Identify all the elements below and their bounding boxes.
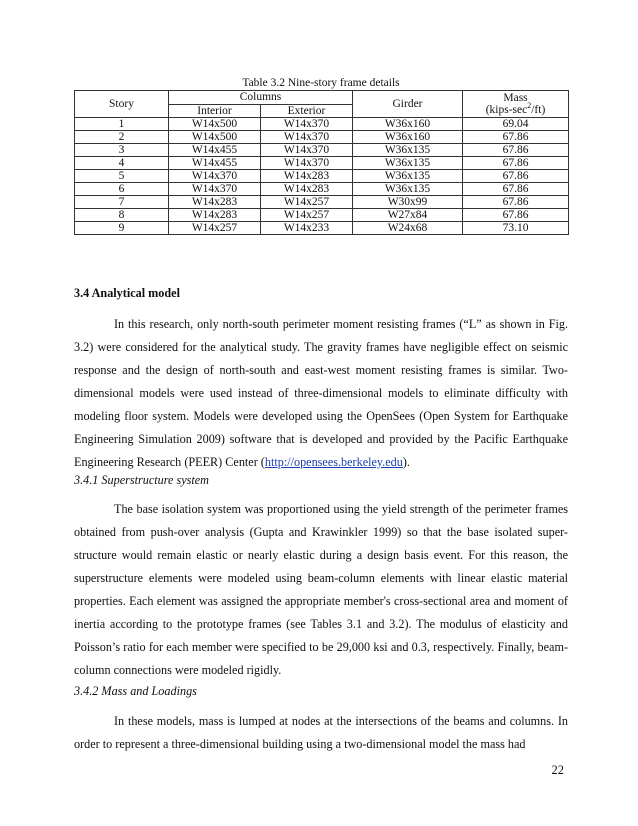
cell-story: 4: [75, 157, 169, 170]
cell-exterior: W14x283: [261, 170, 353, 183]
page-number: 22: [551, 763, 564, 777]
cell-exterior: W14x257: [261, 209, 353, 222]
cell-mass: 67.86: [463, 131, 569, 144]
section-34-text: In this research, only north-south perimeter moment resisting frames (“L” as shown in Fig. 3.2) were considered for the analytical study. The gravity frames have negligible effect on seismic response and the design of north-south and east-west moment resisting frames is similar. Two-dimensional models were used instead of three-dimensional models to eliminate difficulty with modeling floor system. Models were developed using the OpenSees (Open System for Earthquake Engineering Simulation 2009) software that is developed and provided by the Pacific Earthquake Engineering Research (PEER) Center (: [74, 317, 568, 469]
cell-exterior: W14x370: [261, 118, 353, 131]
section-342-heading: 3.4.2 Mass and Loadings: [74, 684, 197, 698]
cell-interior: W14x257: [169, 222, 261, 235]
cell-girder: W27x84: [353, 209, 463, 222]
cell-mass: 67.86: [463, 144, 569, 157]
frame-details-table: [74, 90, 569, 235]
section-34-text-end: ).: [402, 455, 410, 469]
header-interior: Interior: [169, 104, 261, 118]
cell-girder: W36x135: [353, 183, 463, 196]
table-row: [75, 222, 569, 235]
header-mass-title: Mass: [503, 91, 528, 104]
heading-mass-loadings: [74, 684, 568, 699]
section-342-paragraph: In these models, mass is lumped at nodes at the intersections of the beams and columns. In order to represent a three-dimensional building using a two-dimensional model the mass had: [74, 714, 568, 751]
cell-girder: W30x99: [353, 196, 463, 209]
table-row: [75, 170, 569, 183]
table-row: [75, 118, 569, 131]
cell-interior: W14x500: [169, 131, 261, 144]
cell-story: 5: [75, 170, 169, 183]
cell-girder: W36x135: [353, 170, 463, 183]
table-row: [75, 131, 569, 144]
header-mass-unit-sup: 2: [527, 101, 532, 111]
header-mass-unit-b: /ft): [531, 104, 546, 116]
section-341-paragraph: The base isolation system was proportioned using the yield strength of the perimeter frames obtained from push-over analysis (Gupta and Krawinkler 1999) so that the base isolated super-structure would remain elastic or nearly elastic during a design basis event. For this reason, the superstructure elements were modeled using beam-column elements with linear elastic material properties. Each element was assigned the appropriate member's cross-sectional area and moment of inertia according to the prototype frames (see Tables 3.1 and 3.2). The modulus of elasticity and Poisson’s ratio for each member were specified to be 29,000 ksi and 0.3, respectively. Finally, beam-column connections were modeled rigidly.: [74, 502, 568, 677]
cell-story: 2: [75, 131, 169, 144]
header-columns: Columns: [169, 91, 353, 105]
cell-interior: W14x370: [169, 170, 261, 183]
section-34-heading: 3.4 Analytical model: [74, 286, 180, 300]
cell-interior: W14x455: [169, 157, 261, 170]
cell-interior: W14x283: [169, 209, 261, 222]
cell-interior: W14x283: [169, 196, 261, 209]
cell-exterior: W14x370: [261, 144, 353, 157]
section-34-paragraph: [74, 313, 568, 474]
cell-girder: W36x135: [353, 144, 463, 157]
cell-mass: 67.86: [463, 157, 569, 170]
cell-story: 1: [75, 118, 169, 131]
header-mass-unit-a: (kips-sec: [485, 104, 528, 116]
cell-story: 8: [75, 209, 169, 222]
cell-girder: W36x160: [353, 118, 463, 131]
table-row: [75, 196, 569, 209]
cell-story: 3: [75, 144, 169, 157]
heading-analytical-model: [74, 286, 568, 301]
table-row: [75, 209, 569, 222]
cell-story: 7: [75, 196, 169, 209]
cell-exterior: W14x283: [261, 183, 353, 196]
cell-interior: W14x500: [169, 118, 261, 131]
cell-interior: W14x455: [169, 144, 261, 157]
heading-superstructure: [74, 473, 568, 488]
cell-mass: 73.10: [463, 222, 569, 235]
section-341-heading: 3.4.1 Superstructure system: [74, 473, 209, 487]
section-34-body: [74, 313, 568, 474]
table-caption: Table 3.2 Nine-story frame details: [242, 77, 400, 89]
cell-girder: W36x135: [353, 157, 463, 170]
section-342-body: [74, 710, 568, 756]
cell-exterior: W14x257: [261, 196, 353, 209]
header-exterior: Exterior: [261, 104, 353, 118]
cell-girder: W24x68: [353, 222, 463, 235]
table-header-row: [75, 91, 569, 105]
cell-mass: 69.04: [463, 118, 569, 131]
header-story: Story: [75, 91, 169, 118]
table-row: [75, 144, 569, 157]
cell-exterior: W14x370: [261, 157, 353, 170]
cell-story: 9: [75, 222, 169, 235]
cell-mass: 67.86: [463, 183, 569, 196]
table-row: [75, 157, 569, 170]
cell-interior: W14x370: [169, 183, 261, 196]
cell-mass: 67.86: [463, 196, 569, 209]
cell-girder: W36x160: [353, 131, 463, 144]
cell-story: 6: [75, 183, 169, 196]
cell-mass: 67.86: [463, 170, 569, 183]
table-row: [75, 183, 569, 196]
cell-exterior: W14x370: [261, 131, 353, 144]
cell-mass: 67.86: [463, 209, 569, 222]
opensees-link[interactable]: http://opensees.berkeley.edu: [264, 455, 403, 469]
header-mass: [463, 91, 569, 118]
header-girder: Girder: [353, 91, 463, 118]
section-341-body: [74, 498, 568, 682]
cell-exterior: W14x233: [261, 222, 353, 235]
